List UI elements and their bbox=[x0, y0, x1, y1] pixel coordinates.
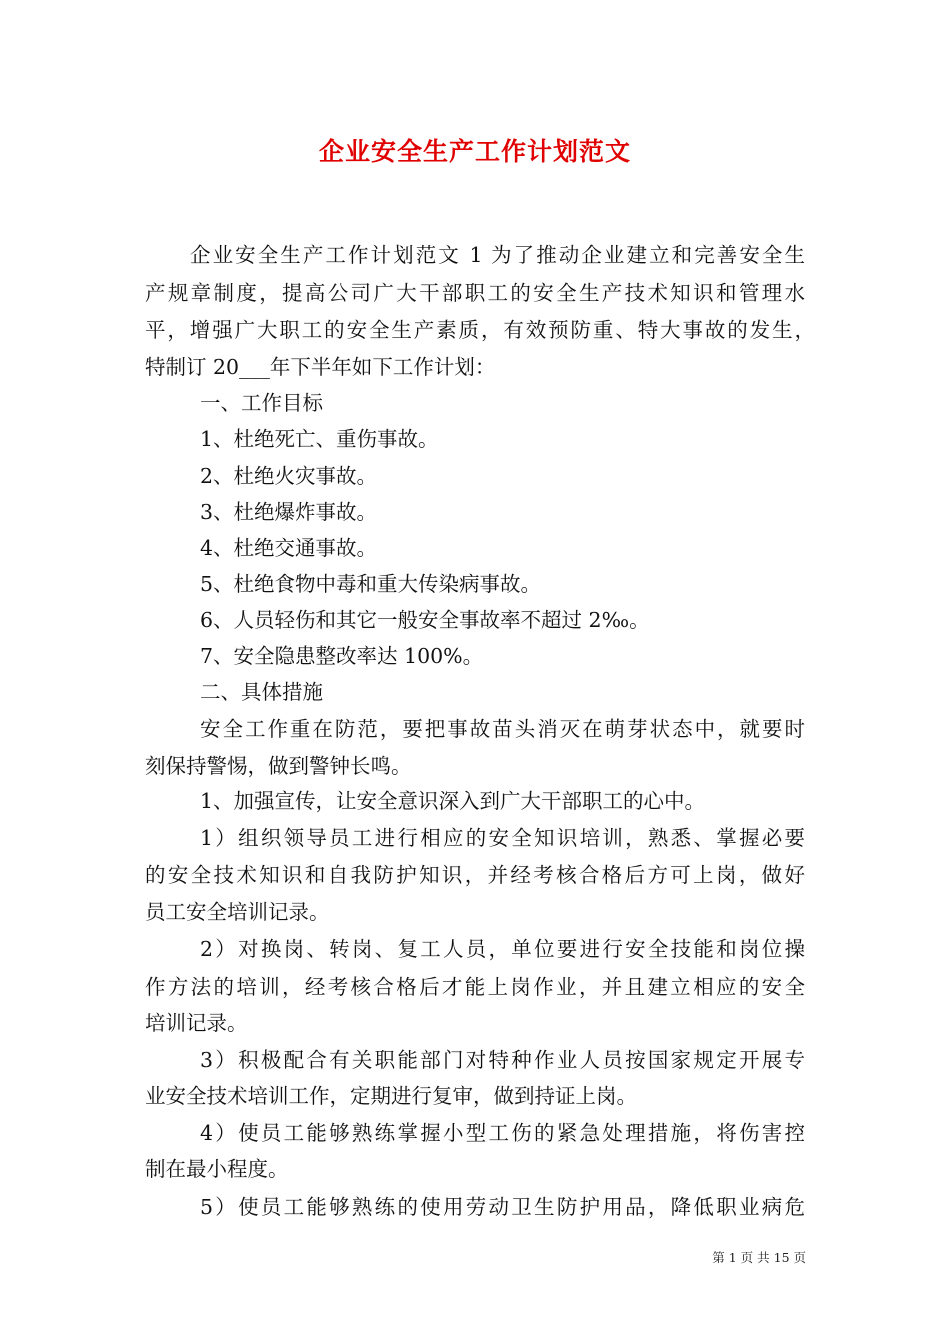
text-line: 员工安全培训记录。 bbox=[145, 900, 330, 924]
text-line: 1、杜绝死亡、重伤事故。 bbox=[200, 427, 439, 451]
text-line: 6、人员轻伤和其它一般安全事故率不超过 2‰。 bbox=[200, 608, 650, 632]
text-line: 业安全技术培训工作，定期进行复审，做到持证上岗。 bbox=[145, 1084, 637, 1108]
text-line: 二、具体措施 bbox=[200, 680, 323, 704]
text-line: 培训记录。 bbox=[145, 1011, 248, 1035]
text-line: 产规章制度，提高公司广大干部职工的安全生产技术知识和管理水 bbox=[145, 281, 805, 305]
text-line: 特制订 20___年下半年如下工作计划： bbox=[145, 355, 496, 379]
text-line: 的安全技术知识和自我防护知识，并经考核合格后方可上岗，做好 bbox=[145, 863, 805, 887]
text-line: 制在最小程度。 bbox=[145, 1157, 289, 1181]
text-line: 4）使员工能够熟练掌握小型工伤的紧急处理措施，将伤害控 bbox=[200, 1121, 805, 1145]
text-line: 平，增强广大职工的安全生产素质，有效预防重、特大事故的发生， bbox=[145, 318, 815, 342]
text-line: 2、杜绝火灾事故。 bbox=[200, 464, 378, 488]
page-number: 第 1 页 共 15 页 bbox=[712, 1250, 806, 1265]
text-line: 5、杜绝食物中毒和重大传染病事故。 bbox=[200, 572, 542, 596]
text-line: 5）使员工能够熟练的使用劳动卫生防护用品，降低职业病危 bbox=[200, 1195, 805, 1219]
text-line: 4、杜绝交通事故。 bbox=[200, 536, 378, 560]
text-line: 一、工作目标 bbox=[200, 391, 323, 415]
text-line: 7、安全隐患整改率达 100%。 bbox=[200, 644, 484, 668]
text-line: 2）对换岗、转岗、复工人员，单位要进行安全技能和岗位操 bbox=[200, 937, 805, 961]
text-line: 安全工作重在防范，要把事故苗头消灭在萌芽状态中，就要时 bbox=[200, 717, 805, 741]
text-line: 企业安全生产工作计划范文 1 为了推动企业建立和完善安全生 bbox=[190, 243, 805, 267]
text-line: 3、杜绝爆炸事故。 bbox=[200, 500, 378, 524]
text-line: 1、加强宣传，让安全意识深入到广大干部职工的心中。 bbox=[200, 789, 706, 813]
text-line: 刻保持警惕，做到警钟长鸣。 bbox=[145, 754, 412, 778]
document-title: 企业安全生产工作计划范文 bbox=[318, 137, 631, 166]
text-line: 1）组织领导员工进行相应的安全知识培训，熟悉、掌握必要 bbox=[200, 826, 805, 850]
text-line: 作方法的培训，经考核合格后才能上岗作业，并且建立相应的安全 bbox=[145, 975, 805, 999]
text-line: 3）积极配合有关职能部门对特种作业人员按国家规定开展专 bbox=[200, 1048, 805, 1072]
